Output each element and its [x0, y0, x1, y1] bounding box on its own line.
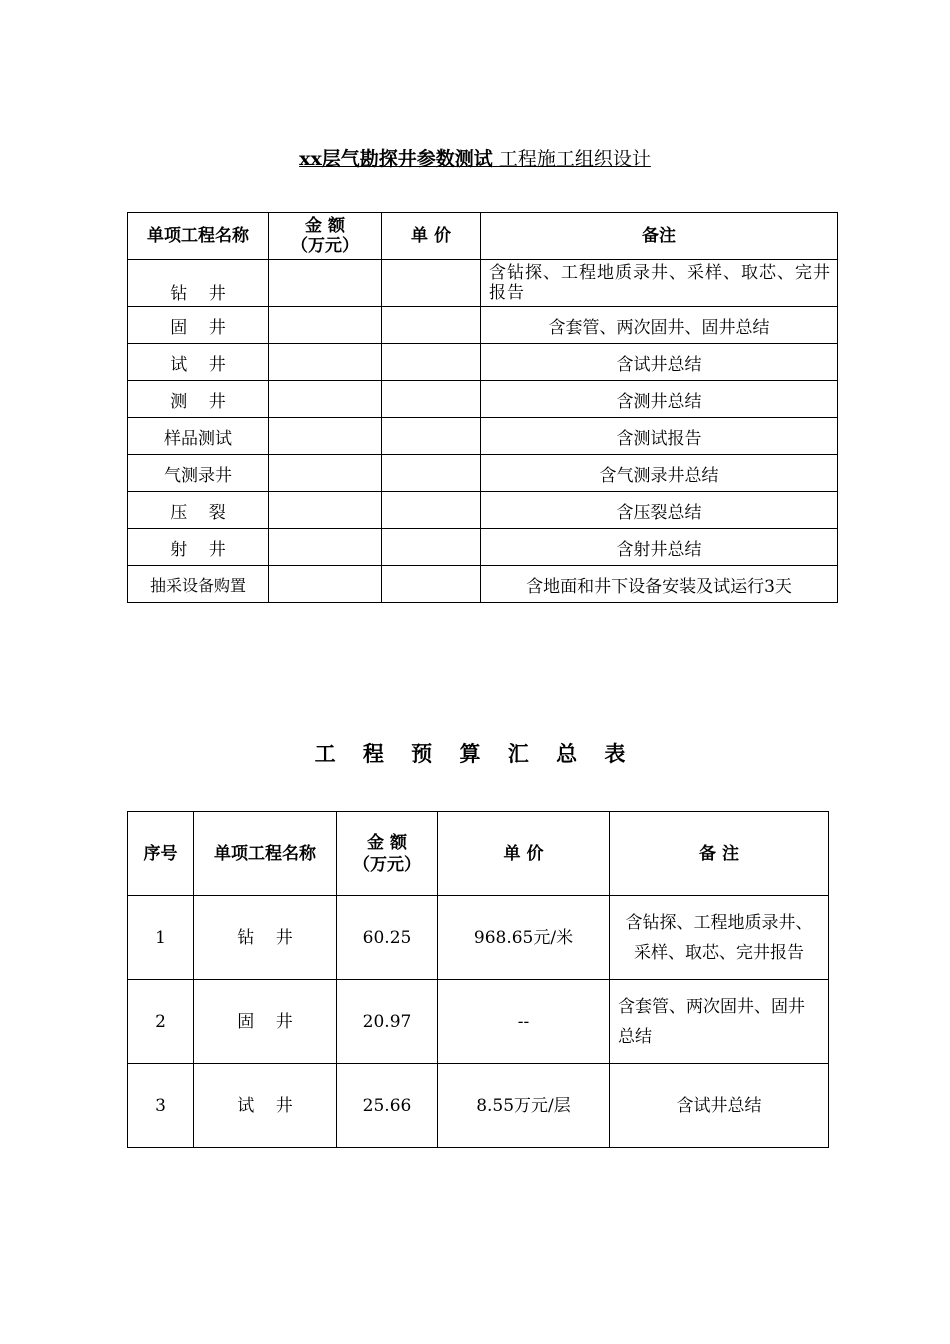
item-name: 射 井 — [128, 529, 269, 566]
item-amount — [269, 418, 382, 455]
item-amount — [269, 307, 382, 344]
header-amount: 金 额 （万元） — [337, 812, 438, 896]
title-suffix: 工程施工组织设计 — [498, 148, 651, 170]
item-price: 8.55万元/层 — [438, 1064, 610, 1148]
table-row — [128, 980, 829, 1064]
item-name: 固 井 — [194, 980, 337, 1064]
item-note: 含地面和井下设备安装及试运行3天 — [481, 566, 838, 603]
table-row — [128, 307, 838, 344]
item-price — [382, 566, 481, 603]
table-row — [128, 418, 838, 455]
item-name: 测 井 — [128, 381, 269, 418]
item-note: 含套管、两次固井、固井总结 — [610, 980, 829, 1064]
table-row — [128, 492, 838, 529]
summary-title: 工 程 预 算 汇 总 表 — [314, 741, 636, 766]
item-amount — [269, 529, 382, 566]
item-name: 气测录井 — [128, 455, 269, 492]
header-item-name: 单项工程名称 — [128, 213, 269, 260]
item-note: 含测试报告 — [481, 418, 838, 455]
item-name: 试 井 — [194, 1064, 337, 1148]
table-row — [128, 381, 838, 418]
item-name: 压 裂 — [128, 492, 269, 529]
item-note: 含气测录井总结 — [481, 455, 838, 492]
header-item-name: 单项工程名称 — [194, 812, 337, 896]
row-seq: 1 — [128, 896, 194, 980]
item-price — [382, 344, 481, 381]
header-amount: 金 额 （万元） — [269, 213, 382, 260]
header-unit-price: 单 价 — [438, 812, 610, 896]
table-row — [128, 529, 838, 566]
item-price — [382, 381, 481, 418]
item-price: -- — [438, 980, 610, 1064]
item-price: 968.65元/米 — [438, 896, 610, 980]
table-row — [128, 896, 829, 980]
item-note: 含试井总结 — [610, 1064, 829, 1148]
item-price — [382, 529, 481, 566]
budget-summary-table — [127, 811, 829, 1148]
title-project-name: xx层气勘探井参数测试 — [299, 148, 493, 170]
table-header-row — [128, 213, 838, 260]
header-notes: 备 注 — [610, 812, 829, 896]
item-amount: 60.25 — [337, 896, 438, 980]
item-name: 试 井 — [128, 344, 269, 381]
table-header-row — [128, 812, 829, 896]
header-unit-price: 单 价 — [382, 213, 481, 260]
item-price — [382, 455, 481, 492]
item-price — [382, 418, 481, 455]
table-row — [128, 260, 838, 307]
item-amount — [269, 260, 382, 307]
item-amount: 25.66 — [337, 1064, 438, 1148]
item-amount — [269, 566, 382, 603]
row-seq: 3 — [128, 1064, 194, 1148]
item-name: 样品测试 — [128, 418, 269, 455]
item-amount — [269, 492, 382, 529]
item-price — [382, 492, 481, 529]
item-note: 含钻探、工程地质录井、采样、取芯、完井报告 — [481, 260, 838, 307]
item-name: 固 井 — [128, 307, 269, 344]
table-row — [128, 455, 838, 492]
item-amount — [269, 344, 382, 381]
item-note: 含压裂总结 — [481, 492, 838, 529]
header-notes: 备注 — [481, 213, 838, 260]
item-amount — [269, 455, 382, 492]
row-seq: 2 — [128, 980, 194, 1064]
item-price — [382, 307, 481, 344]
table-row — [128, 344, 838, 381]
item-note: 含钻探、工程地质录井、采样、取芯、完井报告 — [610, 896, 829, 980]
item-price — [382, 260, 481, 307]
item-name: 钻 井 — [194, 896, 337, 980]
item-name: 钻 井 — [128, 260, 269, 307]
item-amount — [269, 381, 382, 418]
item-name: 抽采设备购置 — [128, 566, 269, 603]
table-row — [128, 566, 838, 603]
table-row — [128, 1064, 829, 1148]
item-note: 含试井总结 — [481, 344, 838, 381]
item-amount: 20.97 — [337, 980, 438, 1064]
document-title — [0, 146, 950, 172]
item-note: 含套管、两次固井、固井总结 — [481, 307, 838, 344]
header-seq: 序号 — [128, 812, 194, 896]
item-note: 含射井总结 — [481, 529, 838, 566]
project-items-table — [127, 212, 838, 603]
item-note: 含测井总结 — [481, 381, 838, 418]
